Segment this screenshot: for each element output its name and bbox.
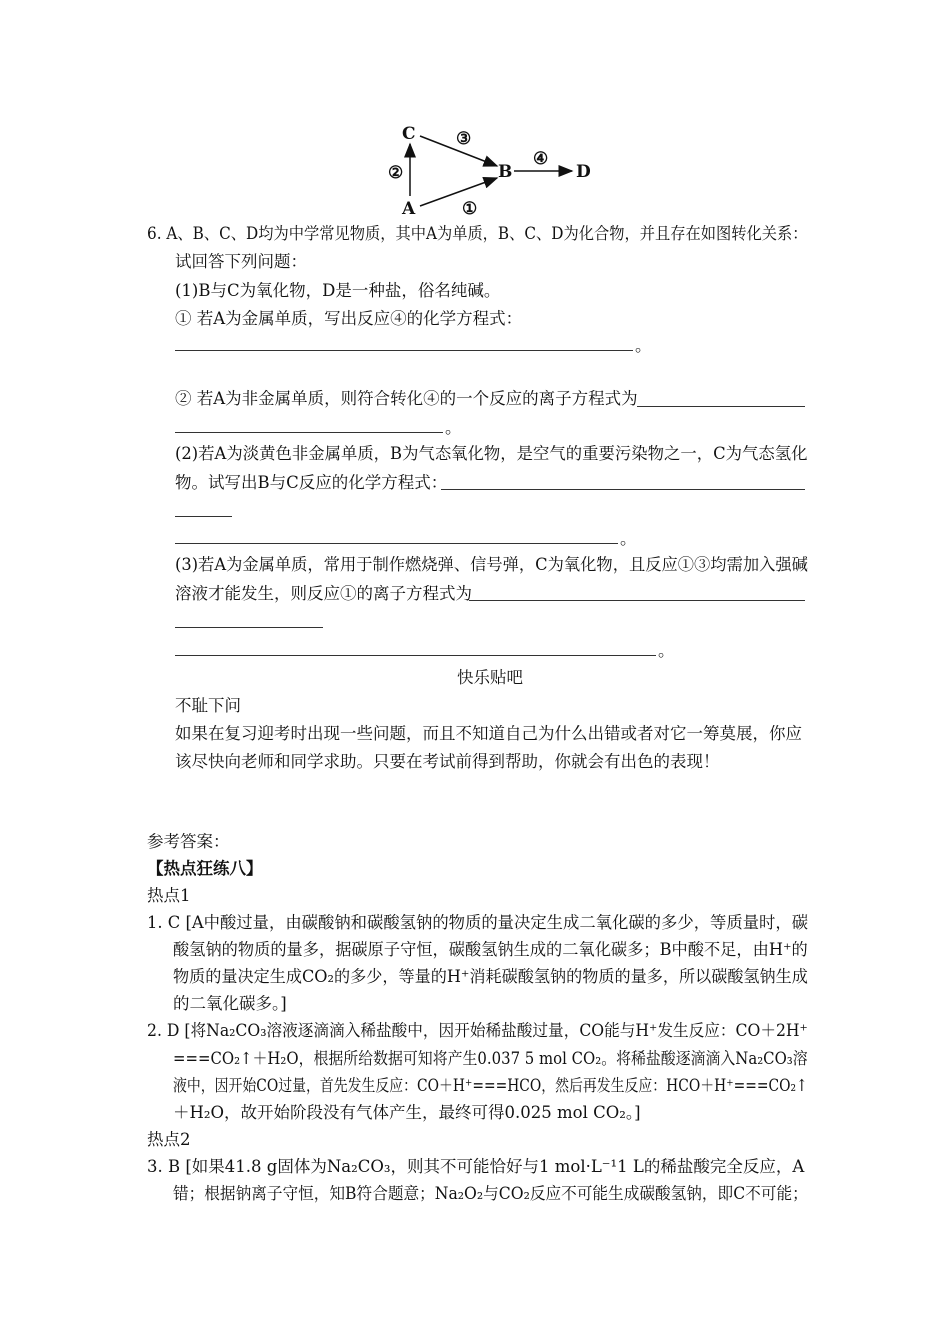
answer-1-line1: 1. C [A中酸过量，由碳酸钠和碳酸氢钠的物质的量决定生成二氧化碳的多少，等质量时，碳 [147,913,809,932]
answer-1-line3: 物质的量决定生成CO₂的多少，等量的H⁺消耗碳酸氢钠的物质的量多，所以碳酸氢钠生成 [173,967,808,986]
answer-blank [175,627,323,628]
part3-line2: 溶液才能发生，则反应①的离子方程式为 [175,584,472,603]
node-d: D [576,162,591,182]
tip-subtitle: 不耻下问 [175,696,241,715]
node-a: A [402,199,416,219]
answer-blank [175,432,443,433]
answers-heading: 参考答案： [147,832,230,851]
answer-blank [637,406,805,407]
conversion-diagram [380,120,600,220]
node-c: C [402,124,416,144]
answer-2-line1: 2. D [将Na₂CO₃溶液逐滴滴入稀盐酸中，因开始稀盐酸过量，CO能与H⁺发生反应：CO＋2H⁺ [147,1021,808,1040]
label-reaction-3: ③ [456,129,472,149]
answer-blank [175,543,618,544]
period: 。 [658,641,675,660]
part1-intro: (1)B与C为氧化物，D是一种盐，俗名纯碱。 [175,281,501,300]
answers-section: 【热点狂练八】 [147,859,263,878]
period: 。 [445,418,462,437]
answer-2-line4: ＋H₂O，故开始阶段没有气体产生，最终可得0.025 mol CO₂。] [173,1103,641,1122]
answer-2-line2: ===CO₂↑＋H₂O，根据所给数据可知将产生0.037 5 mol CO₂。将稀盐酸逐滴滴入Na₂CO₃溶 [173,1049,808,1068]
answer-blank [469,600,805,601]
answer-blank [175,655,656,656]
answer-1-line2: 酸氢钠的物质的量多，据碳原子守恒，碳酸氢钠生成的二氧化碳多；B中酸不足，由H⁺的 [173,940,808,959]
arrow-a-to-b [420,178,497,206]
period: 。 [635,336,652,355]
hot-point-1: 热点1 [147,886,191,905]
tip-line1: 如果在复习迎考时出现一些问题，而且不知道自己为什么出错或者对它一筹莫展，你应 [175,724,802,743]
tip-title: 快乐贴吧 [457,668,523,687]
node-b: B [498,162,513,182]
part2-line1: (2)若A为淡黄色非金属单质，B为气态氧化物，是空气的重要污染物之一，C为气态氢化 [175,444,808,463]
period: 。 [620,529,637,548]
label-reaction-1: ① [462,199,478,219]
part1-sub2: ② 若A为非金属单质，则符合转化④的一个反应的离子方程式为 [175,389,638,408]
label-reaction-4: ④ [533,149,549,169]
question-stem: 6. A、B、C、D均为中学常见物质，其中A为单质，B、C、D为化合物，并且存在如图转化关系： [147,224,808,243]
answer-1-line4: 的二氧化碳多。] [173,994,287,1013]
answer-3-line1: 3. B [如果41.8 g固体为Na₂CO₃，则其不可能恰好与1 mol·L⁻¹1 L的稀盐酸完全反应，A [147,1157,805,1176]
answer-2-line3: 液中，因开始CO过量，首先发生反应：CO＋H⁺===HCO，然后再发生反应：HCO＋H⁺===CO₂↑ [173,1076,808,1095]
label-reaction-2: ② [388,163,404,183]
tip-line2: 该尽快向老师和同学求助。只要在考试前得到帮助，你就会有出色的表现！ [175,752,720,771]
answer-blank [441,489,805,490]
answer-blank [175,350,633,351]
answer-blank [175,516,232,517]
hot-point-2: 热点2 [147,1130,191,1149]
answer-3-line2: 错；根据钠离子守恒，知B符合题意；Na₂O₂与CO₂反应不可能生成碳酸氢钠，即C不可能； [173,1184,808,1203]
question-prompt: 试回答下列问题： [175,252,307,271]
part1-sub1: ① 若A为金属单质，写出反应④的化学方程式： [175,309,523,328]
part3-line1: (3)若A为金属单质，常用于制作燃烧弹、信号弹，C为氧化物，且反应①③均需加入强碱 [175,555,808,574]
part2-line2: 物。试写出B与C反应的化学方程式： [175,473,448,492]
